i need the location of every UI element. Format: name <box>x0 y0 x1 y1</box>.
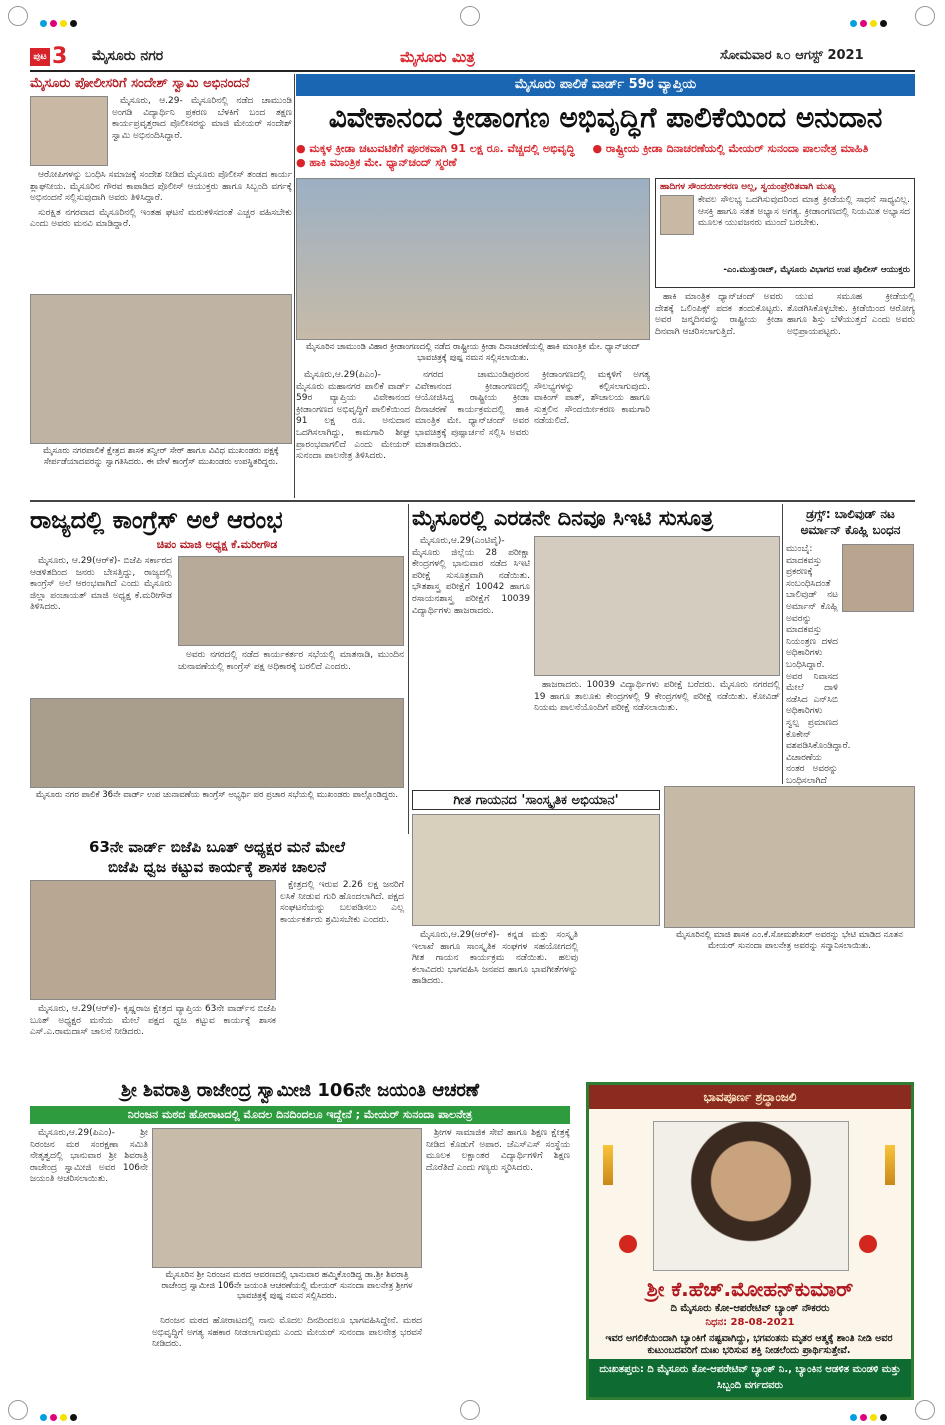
story3-col1: ಮೈಸೂರು, ಆ.29(ಆರ್‌ಕೆ)- ಬಿಜೆಪಿ ಸರ್ಕಾರದ ಆಡಳಿತದಿಂದ ಜನರು ಬೇಸತ್ತಿದ್ದು, ರಾಜ್ಯದಲ್ಲಿ ಕಾಂಗ್ರೆಸ್ ಅಲೆ ಆರಂಭವಾಗಿದೆ ಎಂದು ಮೈಸೂರು ಜಿಲ್ಲಾ ಪಂಚಾಯತ್ ಮಾಜಿ ಅಧ್ಯಕ್ಷ ಕೆ.ಮರೀಗೌಡ ತಿಳಿಸಿದರು. <box>30 556 172 613</box>
story4-photo <box>534 536 780 676</box>
registration-mark <box>915 1400 935 1420</box>
date-line: ಸೋಮವಾರ ೩೦ ಆಗಸ್ಟ್ 2021 <box>720 48 864 63</box>
lead-subhead: ● ಹಾಕಿ ಮಾಂತ್ರಿಕ ಮೇ. ಧ್ಯಾನ್‌ಚಂದ್ ಸ್ಮರಣೆ <box>296 156 457 169</box>
story3-col2: ಅವರು ನಗರದಲ್ಲಿ ನಡೆದ ಕಾರ್ಯಕರ್ತರ ಸಭೆಯಲ್ಲಿ ಮಾತನಾಡಿ, ಮುಂದಿನ ಚುನಾವಣೆಯಲ್ಲಿ ಕಾಂಗ್ರೆಸ್ ಪಕ್ಷ ಅಧಿಕಾರಕ್ಕೆ ಬರಲಿದೆ ಎಂದರು. <box>178 650 404 672</box>
registration-mark <box>460 6 480 26</box>
lead-kicker: ಮೈಸೂರು ಪಾಲಿಕೆ ವಾರ್ಡ್ 59ರ ವ್ಯಾಪ್ತಿಯ <box>296 74 915 96</box>
page-number: 3 <box>52 44 68 69</box>
registration-mark <box>460 1400 480 1420</box>
lead-col3: ಕ್ರೀಡಾಂಗಣದಲ್ಲಿ ಮಕ್ಕಳಿಗೆ ಅಗತ್ಯ ಸೌಲಭ್ಯಗಳನ್ನು ಕಲ್ಪಿಸಲಾಗುವುದು. ವಾಕಿಂಗ್ ಪಾತ್, ಶೌಚಾಲಯ ಹಾಗೂ ಸುತ್ತಲಿನ ಸೌಂದರ್ಯೀಕರಣ ಕಾಮಗಾರಿ ನಡೆಯಲಿದೆ. <box>534 370 650 427</box>
story1-caption: ಮೈಸೂರು ನಗರಪಾಲಿಕೆ ಕ್ಷೇತ್ರದ ಶಾಸಕ ತನ್ವೀರ್ ಸೇಠ್ ಹಾಗೂ ವಿವಿಧ ಮುಖಂಡರು ಪಕ್ಷಕ್ಕೆ ಸೇರ್ಪಡೆಯಾದವರನ್ನು ಸ್ವಾಗತಿಸಿದರು. ಈ ವೇಳೆ ಕಾಂಗ್ರೆಸ್ ಮುಖಂಡರು ಉಪಸ್ಥಿತರಿದ್ದರು. <box>43 446 279 467</box>
story3-photo-2 <box>30 698 404 788</box>
quote-text: ಕೇವಲ ಸೌಲಭ್ಯ ಒದಗಿಸುವುದರಿಂದ ಮಾತ್ರ ಕ್ರೀಡೆಯಲ್ಲಿ ಸಾಧನೆ ಸಾಧ್ಯವಿಲ್ಲ. ಆಸಕ್ತಿ ಹಾಗೂ ಸತತ ಅಭ್ಯಾಸ ಅಗತ್ಯ. ಕ್ರೀಡಾಂಗಣದಲ್ಲಿ ನಿಯಮಿತ ಅಭ್ಯಾಸದ ಮೂಲಕ ಯುವಜನರು ಮುಂದೆ ಬರಬೇಕು. <box>698 195 910 229</box>
obituary-name: ಶ್ರೀ ಕೆ.ಹೆಚ್.ಮೋಹನ್‌ಕುಮಾರ್ <box>646 1277 854 1301</box>
story1-portrait <box>30 96 108 166</box>
color-bar <box>850 12 890 31</box>
story8-body-3: ಶ್ರೀಗಳ ಸಾಮಾಜಿಕ ಸೇವೆ ಹಾಗೂ ಶಿಕ್ಷಣ ಕ್ಷೇತ್ರಕ್ಕೆ ನೀಡಿದ ಕೊಡುಗೆ ಅಪಾರ. ಜೆಎಸ್‌ಎಸ್ ಸಂಸ್ಥೆಯ ಮೂಲಕ ಲಕ್ಷಾಂತರ ವಿದ್ಯಾರ್ಥಿಗಳಿಗೆ ಶಿಕ್ಷಣ ದೊರೆತಿದೆ ಎಂದು ಗಣ್ಯರು ಸ್ಮರಿಸಿದರು. <box>426 1128 570 1173</box>
story8-headline: ಶ್ರೀ ಶಿವರಾತ್ರಿ ರಾಜೇಂದ್ರ ಸ್ವಾಮೀಜಿ 106ನೇ ಜಯಂತಿ ಆಚರಣೆ <box>120 1080 480 1101</box>
story8-caption: ಮೈಸೂರಿನ ಶ್ರೀ ನಿರಂಜನ ಮಠದ ಆವರಣದಲ್ಲಿ ಭಾನುವಾರ ಹಮ್ಮಿಕೊಂಡಿದ್ದ ಡಾ.ಶ್ರೀ ಶಿವರಾತ್ರಿ ರಾಜೇಂದ್ರ ಸ್ವಾಮೀಜಿ 106ನೇ ಜಯಂತಿ ಆಚರಣೆಯಲ್ಲಿ ಮೇಯರ್ ಸುನಂದಾ ಪಾಲನೇತ್ರ ಶ್ರೀಗಳ ಭಾವಚಿತ್ರಕ್ಕೆ ಪುಷ್ಪ ನಮನ ಸಲ್ಲಿಸಿದರು. <box>161 1270 413 1301</box>
flower-icon <box>619 1235 637 1253</box>
lead-subheads <box>296 142 915 176</box>
column-rule <box>294 74 295 498</box>
story7-body-2: ಕ್ಷೇತ್ರದಲ್ಲಿ ಇರುವ 2.26 ಲಕ್ಷ ಜನರಿಗೆ ಲಸಿಕೆ ನೀಡುವ ಗುರಿ ಹೊಂದಲಾಗಿದೆ. ಪಕ್ಷದ ಸಂಘಟನೆಯನ್ನು ಬಲಪಡಿಸಲು ಎಲ್ಲ ಕಾರ್ಯಕರ್ತರು ಶ್ರಮಿಸಬೇಕು ಎಂದರು. <box>280 880 404 925</box>
color-bar <box>40 1406 80 1425</box>
color-bar <box>40 12 80 31</box>
page-label: ಪುಟ <box>30 48 50 66</box>
obituary-date: ನಿಧನ: 28-08-2021 <box>705 1317 795 1328</box>
story6-headline: ಗೀತ ಗಾಯನದ 'ಸಾಂಸ್ಕೃತಿಕ ಅಭಿಯಾನ' <box>412 790 660 810</box>
story3-deck: ಚಿಪಂ ಮಾಜಿ ಅಧ್ಯಕ್ಷ ಕೆ.ಮರೀಗೌಡ <box>156 538 278 551</box>
lamp-icon <box>603 1145 613 1185</box>
lead-photo <box>296 178 650 340</box>
story6-photo <box>412 814 660 926</box>
story5-portrait <box>842 544 914 612</box>
story1-body: ಆರೋಪಿಗಳನ್ನು ಬಂಧಿಸಿ ಸಮಾಜಕ್ಕೆ ಸಂದೇಶ ನೀಡಿದ ಮೈಸೂರು ಪೊಲೀಸ್ ತಂಡದ ಕಾರ್ಯ ಶ್ಲಾಘನೀಯ. ಮೈಸೂರಿನ ಗೌರವ ಕಾಪಾಡಿದ ಪೊಲೀಸ್ ಆಯುಕ್ತರು ಹಾಗೂ ಸಿಬ್ಬಂದಿ ವರ್ಗಕ್ಕೆ ಅಭಿನಂದನೆ ಸಲ್ಲಿಸುವುದಾಗಿ ಅವರು ತಿಳಿಸಿದ್ದಾರೆ. ಸುರಕ್ಷಿತ ನಗರವಾದ ಮೈಸೂರಿನಲ್ಲಿ ಇಂತಹ ಘಟನೆ ಮರುಕಳಿಸದಂತೆ ಎಚ್ಚರ ವಹಿಸಬೇಕು ಎಂದು ಅವರು ಮನವಿ ಮಾಡಿದ್ದಾರೆ. <box>30 170 292 230</box>
registration-mark <box>8 6 28 26</box>
obituary-photo <box>653 1121 849 1271</box>
quote-title: ಹಾದಿಗಳ ಸೌಂದರ್ಯೀಕರಣ ಅಲ್ಲ, ಸ್ವಯಂಪ್ರೇರಿತವಾಗಿ ಮುಖ್ಯ <box>660 182 836 192</box>
story8-band: ನಿರಂಜನ ಮಠದ ಹೋರಾಟದಲ್ಲಿ ಮೊದಲ ದಿನದಿಂದಲೂ ಇದ್ದೇನೆ ; ಮೇಯರ್ ಸುನಂದಾ ಪಾಲನೇತ್ರ <box>30 1106 570 1124</box>
flower-icon <box>859 1235 877 1253</box>
column-rule <box>782 504 783 784</box>
story3-caption: ಮೈಸೂರು ನಗರ ಪಾಲಿಕೆ 36ನೇ ವಾರ್ಡ್ ಉಪ ಚುನಾವಣೆಯ ಕಾಂಗ್ರೆಸ್ ಅಭ್ಯರ್ಥಿ ಪರ ಪ್ರಚಾರ ಸಭೆಯಲ್ಲಿ ಮುಖಂಡರು ಪಾಲ್ಗೊಂಡಿದ್ದರು. <box>35 790 399 800</box>
registration-mark <box>915 6 935 26</box>
lead-quote-box <box>655 178 915 288</box>
color-bar <box>850 1406 890 1425</box>
lamp-icon <box>885 1145 895 1185</box>
newspaper-name: ಮೈಸೂರು ಮಿತ್ರ <box>400 48 475 66</box>
story8-body-2: ನಿರಂಜನ ಮಠದ ಹೋರಾಟದಲ್ಲಿ ನಾನು ಮೊದಲ ದಿನದಿಂದಲೂ ಭಾಗವಹಿಸಿದ್ದೇನೆ. ಮಠದ ಅಭಿವೃದ್ಧಿಗೆ ಅಗತ್ಯ ಸಹಕಾರ ನೀಡಲಾಗುವುದು ಎಂದು ಮೇಯರ್ ಸುನಂದಾ ಪಾಲನೇತ್ರ ಭರವಸೆ ನೀಡಿದರು. <box>152 1316 422 1350</box>
story1-photo <box>30 294 292 444</box>
story7-body: ಮೈಸೂರು, ಆ.29(ಆರ್‌ಕೆ)- ಕೃಷ್ಣರಾಜ ಕ್ಷೇತ್ರದ ವ್ಯಾಪ್ತಿಯ 63ನೇ ವಾರ್ಡ್‌ನ ಬಿಜೆಪಿ ಬೂತ್ ಅಧ್ಯಕ್ಷರ ಮನೆಯ ಮೇಲೆ ಪಕ್ಷದ ಧ್ವಜ ಕಟ್ಟುವ ಕಾರ್ಯಕ್ಕೆ ಶಾಸಕ ಎಸ್.ಎ.ರಾಮದಾಸ್ ಚಾಲನೆ ನೀಡಿದರು. <box>30 1004 276 1038</box>
story3-headline: ರಾಜ್ಯದಲ್ಲಿ ಕಾಂಗ್ರೆಸ್ ಅಲೆ ಆರಂಭ <box>30 506 283 534</box>
registration-mark <box>8 1400 28 1420</box>
story1-headline: ಮೈಸೂರು ಪೋಲೀಸರಿಗೆ ಸಂದೇಶ್ ಸ್ವಾಮಿ ಅಭಿನಂದನೆ <box>30 76 250 91</box>
obituary-band: ಭಾವಪೂರ್ಣ ಶ್ರದ್ಧಾಂಜಲಿ <box>589 1085 911 1109</box>
story5-photo <box>664 786 915 928</box>
lead-col4: ಹಾಕಿ ಮಾಂತ್ರಿಕ ಧ್ಯಾನ್‌ಚಂದ್ ಅವರು ದೇಶಕ್ಕೆ ಒಲಿಂಪಿಕ್ಸ್ ಪದಕ ತಂದುಕೊಟ್ಟರು. ಅವರ ಜನ್ಮದಿನವನ್ನು ರಾಷ್ಟ್ರೀಯ ಕ್ರೀಡಾ ದಿನವಾಗಿ ಆಚರಿಸಲಾಗುತ್ತಿದೆ. <box>655 292 783 337</box>
column-rule <box>408 504 409 834</box>
lead-col5: ಯುವ ಸಮೂಹ ಕ್ರೀಡೆಯಲ್ಲಿ ತೊಡಗಿಸಿಕೊಳ್ಳಬೇಕು. ಕ್ರೀಡೆಯಿಂದ ಆರೋಗ್ಯ ಹಾಗೂ ಶಿಸ್ತು ಬೆಳೆಯುತ್ತದೆ ಎಂದು ಅವರು ಅಭಿಪ್ರಾಯಪಟ್ಟರು. <box>787 292 915 337</box>
story1-body-top: ಮೈಸೂರು, ಆ.29- ಮೈಸೂರಿನಲ್ಲಿ ನಡೆದ ಚಾಮುಂಡಿ ಅಂಗಡಿ ವಿದ್ಯಾರ್ಥಿನಿ ಪ್ರಕರಣ ಬೆಳಕಿಗೆ ಬಂದ ತಕ್ಷಣ ಕಾರ್ಯಪ್ರವೃತ್ತರಾದ ಪೊಲೀಸರನ್ನು ಮಾಜಿ ಮೇಯರ್ ಸಂದೇಶ್ ಸ್ವಾಮಿ ಅಭಿನಂದಿಸಿದ್ದಾರೆ. <box>112 96 292 141</box>
story8-photo <box>152 1128 422 1268</box>
story7-headline-2: ಬಿಜೆಪಿ ಧ್ವಜ ಕಟ್ಟುವ ಕಾರ್ಯಕ್ಕೆ ಶಾಸಕ ಚಾಲನೆ <box>107 858 327 876</box>
lead-col2: ನಗರದ ಚಾಮುಂಡಿಪುರಂನ ವಿವೇಕಾನಂದ ಕ್ರೀಡಾಂಗಣದಲ್ಲಿ ಆಯೋಜಿಸಿದ್ದ ರಾಷ್ಟ್ರೀಯ ಕ್ರೀಡಾ ದಿನಾಚರಣೆ ಕಾರ್ಯಕ್ರಮದಲ್ಲಿ ಹಾಕಿ ಮಾಂತ್ರಿಕ ಮೇ. ಧ್ಯಾನ್‌ಚಂದ್ ಅವರ ಭಾವಚಿತ್ರಕ್ಕೆ ಪುಷ್ಪಾರ್ಚನೆ ಸಲ್ಲಿಸಿ ಅವರು ಮಾತನಾಡಿದರು. <box>415 370 529 450</box>
lead-subhead: ● ಮಕ್ಕಳ ಕ್ರೀಡಾ ಚಟುವಟಿಕೆಗೆ ಪೂರಕವಾಗಿ 91 ಲಕ್ಷ ರೂ. ವೆಚ್ಚದಲ್ಲಿ ಅಭಿವೃದ್ಧಿ <box>296 142 575 155</box>
quote-portrait <box>660 195 694 235</box>
lead-col1: ಮೈಸೂರು,ಆ.29(ಪಿಎಂ)- ಮೈಸೂರು ಮಹಾನಗರ ಪಾಲಿಕೆ ವಾರ್ಡ್ 59ರ ವ್ಯಾಪ್ತಿಯ ವಿವೇಕಾನಂದ ಕ್ರೀಡಾಂಗಣದ ಅಭಿವೃದ್ಧಿಗೆ ಪಾಲಿಕೆಯಿಂದ 91 ಲಕ್ಷ ರೂ. ಅನುದಾನ ಒದಗಿಸಲಾಗಿದ್ದು, ಕಾಮಗಾರಿ ಶೀಘ್ರ ಪ್ರಾರಂಭವಾಗಲಿದೆ ಎಂದು ಮೇಯರ್ ಸುನಂದಾ ಪಾಲನೇತ್ರ ತಿಳಿಸಿದರು. <box>296 370 410 462</box>
section-rule <box>30 500 915 502</box>
lead-subhead: ● ರಾಷ್ಟ್ರೀಯ ಕ್ರೀಡಾ ದಿನಾಚರಣೆಯಲ್ಲಿ ಮೇಯರ್ ಸುನಂದಾ ಪಾಲನೇತ್ರ ಮಾಹಿತಿ <box>592 142 869 155</box>
quote-byline: -ಎಂ.ಮುತ್ತುರಾಜ್, ಮೈಸೂರು ವಿಭಾಗದ ಉಪ ಪೊಲೀಸ್ ಆಯುಕ್ತರು <box>723 265 910 275</box>
section-name: ಮೈಸೂರು ನಗರ <box>92 48 164 64</box>
obituary-message: ಇವರ ಅಗಲಿಕೆಯಿಂದಾಗಿ ಬ್ಯಾಂಕಿಗೆ ನಷ್ಟವಾಗಿದ್ದು, ಭಗವಂತನು ಮೃತರ ಆತ್ಮಕ್ಕೆ ಶಾಂತಿ ನೀಡಿ ಅವರ ಕುಟುಂಬದವರಿಗೆ ದುಃಖ ಭರಿಸುವ ಶಕ್ತಿ ನೀಡಲೆಂದು ಪ್ರಾರ್ಥಿಸುತ್ತೇವೆ. <box>605 1333 893 1356</box>
story4-body: ಮೈಸೂರು,ಆ.29(ಎಂಟಿವೈ)- ಮೈಸೂರು ಜಿಲ್ಲೆಯ 28 ಪರೀಕ್ಷಾ ಕೇಂದ್ರಗಳಲ್ಲಿ ಭಾನುವಾರ ನಡೆದ ಸಿಇಟಿ ಪರೀಕ್ಷೆ ಸುಸೂತ್ರವಾಗಿ ನಡೆಯಿತು. ಭೌತಶಾಸ್ತ್ರ ಪರೀಕ್ಷೆಗೆ 10042 ಹಾಗೂ ರಸಾಯನಶಾಸ್ತ್ರ ಪರೀಕ್ಷೆಗೆ 10039 ವಿದ್ಯಾರ್ಥಿಗಳು ಹಾಜರಾದರು. <box>412 536 530 616</box>
story5-body: ಮುಂಬೈ: ಮಾದಕವಸ್ತು ಪ್ರಕರಣಕ್ಕೆ ಸಂಬಂಧಿಸಿದಂತೆ ಬಾಲಿವುಡ್ ನಟ ಅರ್ಮಾನ್ ಕೊಹ್ಲಿ ಅವರನ್ನು ಮಾದಕವಸ್ತು ನಿಯಂತ್ರಣ ದಳದ ಅಧಿಕಾರಿಗಳು ಬಂಧಿಸಿದ್ದಾರೆ. ಅವರ ನಿವಾಸದ ಮೇಲೆ ದಾಳಿ ನಡೆಸಿದ ಎನ್‌ಸಿಬಿ ಅಧಿಕಾರಿಗಳು ಸ್ವಲ್ಪ ಪ್ರಮಾಣದ ಕೊಕೇನ್ ವಶಪಡಿಸಿಕೊಂಡಿದ್ದಾರೆ. ವಿಚಾರಣೆಯ ನಂತರ ಅವರನ್ನು ಬಂಧಿಸಲಾಗಿದೆ <box>786 544 851 786</box>
story5-caption: ಮೈಸೂರಿನಲ್ಲಿ ಮಾಜಿ ಶಾಸಕ ಎಂ.ಕೆ.ಸೋಮಶೇಖರ್ ಅವರನ್ನು ಭೇಟಿ ಮಾಡಿದ ನೂತನ ಮೇಯರ್ ಸುನಂದಾ ಪಾಲನೇತ್ರ ಅವರನ್ನು ಸನ್ಮಾನಿಸಲಾಯಿತು. <box>676 930 903 951</box>
story6-body: ಮೈಸೂರು,ಆ.29(ಆರ್‌ಕೆ)- ಕನ್ನಡ ಮತ್ತು ಸಂಸ್ಕೃತಿ ಇಲಾಖೆ ಹಾಗೂ ಸಾಂಸ್ಕೃತಿಕ ಸಂಘಗಳ ಸಹಯೋಗದಲ್ಲಿ ಗೀತ ಗಾಯನ ಕಾರ್ಯಕ್ರಮ ನಡೆಯಿತು. ಹಲವು ಕಲಾವಿದರು ಭಾಗವಹಿಸಿ ಜನಪದ ಹಾಗೂ ಭಾವಗೀತೆಗಳನ್ನು ಹಾಡಿದರು. <box>412 930 578 987</box>
story4-headline: ಮೈಸೂರಲ್ಲಿ ಎರಡನೇ ದಿನವೂ ಸಿಇಟಿ ಸುಸೂತ್ರ <box>412 506 714 530</box>
obituary-from: ದುಃಖತಪ್ತರು: ದಿ ಮೈಸೂರು ಕೋ-ಆಪರೇಟಿವ್ ಬ್ಯಾಂಕ್ ನಿ., ಬ್ಯಾಂಕಿನ ಆಡಳಿತ ಮಂಡಳಿ ಮತ್ತು ಸಿಬ್ಬಂದಿ ವರ್ಗದವರು <box>589 1359 911 1397</box>
story5-headline: ಡ್ರಗ್ಸ್: ಬಾಲಿವುಡ್ ನಟ ಅರ್ಮಾನ್ ಕೊಹ್ಲಿ ಬಂಧನ <box>800 507 901 537</box>
obituary-box <box>586 1082 914 1400</box>
story3-photo-1 <box>178 556 404 646</box>
obituary-role: ದಿ ಮೈಸೂರು ಕೋ-ಆಪರೇಟಿವ್ ಬ್ಯಾಂಕ್ ನೌಕರರು <box>670 1303 830 1314</box>
masthead-rule <box>30 70 915 72</box>
story8-body: ಮೈಸೂರು,ಆ.29(ಪಿಎಂ)- ಶ್ರೀ ನಿರಂಜನ ಮಠ ಸಂರಕ್ಷಣಾ ಸಮಿತಿ ನೇತೃತ್ವದಲ್ಲಿ ಭಾನುವಾರ ಶ್ರೀ ಶಿವರಾತ್ರಿ ರಾಜೇಂದ್ರ ಸ್ವಾಮೀಜಿ ಅವರ 106ನೇ ಜಯಂತಿ ಆಚರಿಸಲಾಯಿತು. <box>30 1128 148 1185</box>
story7-headline-1: 63ನೇ ವಾರ್ಡ್ ಬಿಜೆಪಿ ಬೂತ್ ಅಧ್ಯಕ್ಷರ ಮನೆ ಮೇಲೆ <box>89 838 345 856</box>
story4-body-2: ಹಾಜರಾದರು. 10039 ವಿದ್ಯಾರ್ಥಿಗಳು ಪರೀಕ್ಷೆ ಬರೆದರು. ಮೈಸೂರು ನಗರದಲ್ಲಿ 19 ಹಾಗೂ ತಾಲೂಕು ಕೇಂದ್ರಗಳಲ್ಲಿ 9 ಕೇಂದ್ರಗಳಲ್ಲಿ ಪರೀಕ್ಷೆ ನಡೆಯಿತು. ಕೋವಿಡ್ ನಿಯಮ ಪಾಲನೆಯೊಂದಿಗೆ ಪರೀಕ್ಷೆ ನಡೆಸಲಾಯಿತು. <box>534 680 780 714</box>
story7-photo <box>30 880 276 1000</box>
lead-photo-caption: ಮೈಸೂರಿನ ಚಾಮುಂಡಿ ವಿಹಾರ ಕ್ರೀಡಾಂಗಣದಲ್ಲಿ ನಡೆದ ರಾಷ್ಟ್ರೀಯ ಕ್ರೀಡಾ ದಿನಾಚರಣೆಯಲ್ಲಿ ಹಾಕಿ ಮಾಂತ್ರಿಕ ಮೇ. ಧ್ಯಾನ್‌ಚಂದ್ ಭಾವಚಿತ್ರಕ್ಕೆ ಪುಷ್ಪ ನಮನ ಸಲ್ಲಿಸಲಾಯಿತು. <box>305 342 641 363</box>
lead-headline: ವಿವೇಕಾನಂದ ಕ್ರೀಡಾಂಗಣ ಅಭಿವೃದ್ಧಿಗೆ ಪಾಲಿಕೆಯಿಂದ ಅನುದಾನ <box>328 101 883 134</box>
